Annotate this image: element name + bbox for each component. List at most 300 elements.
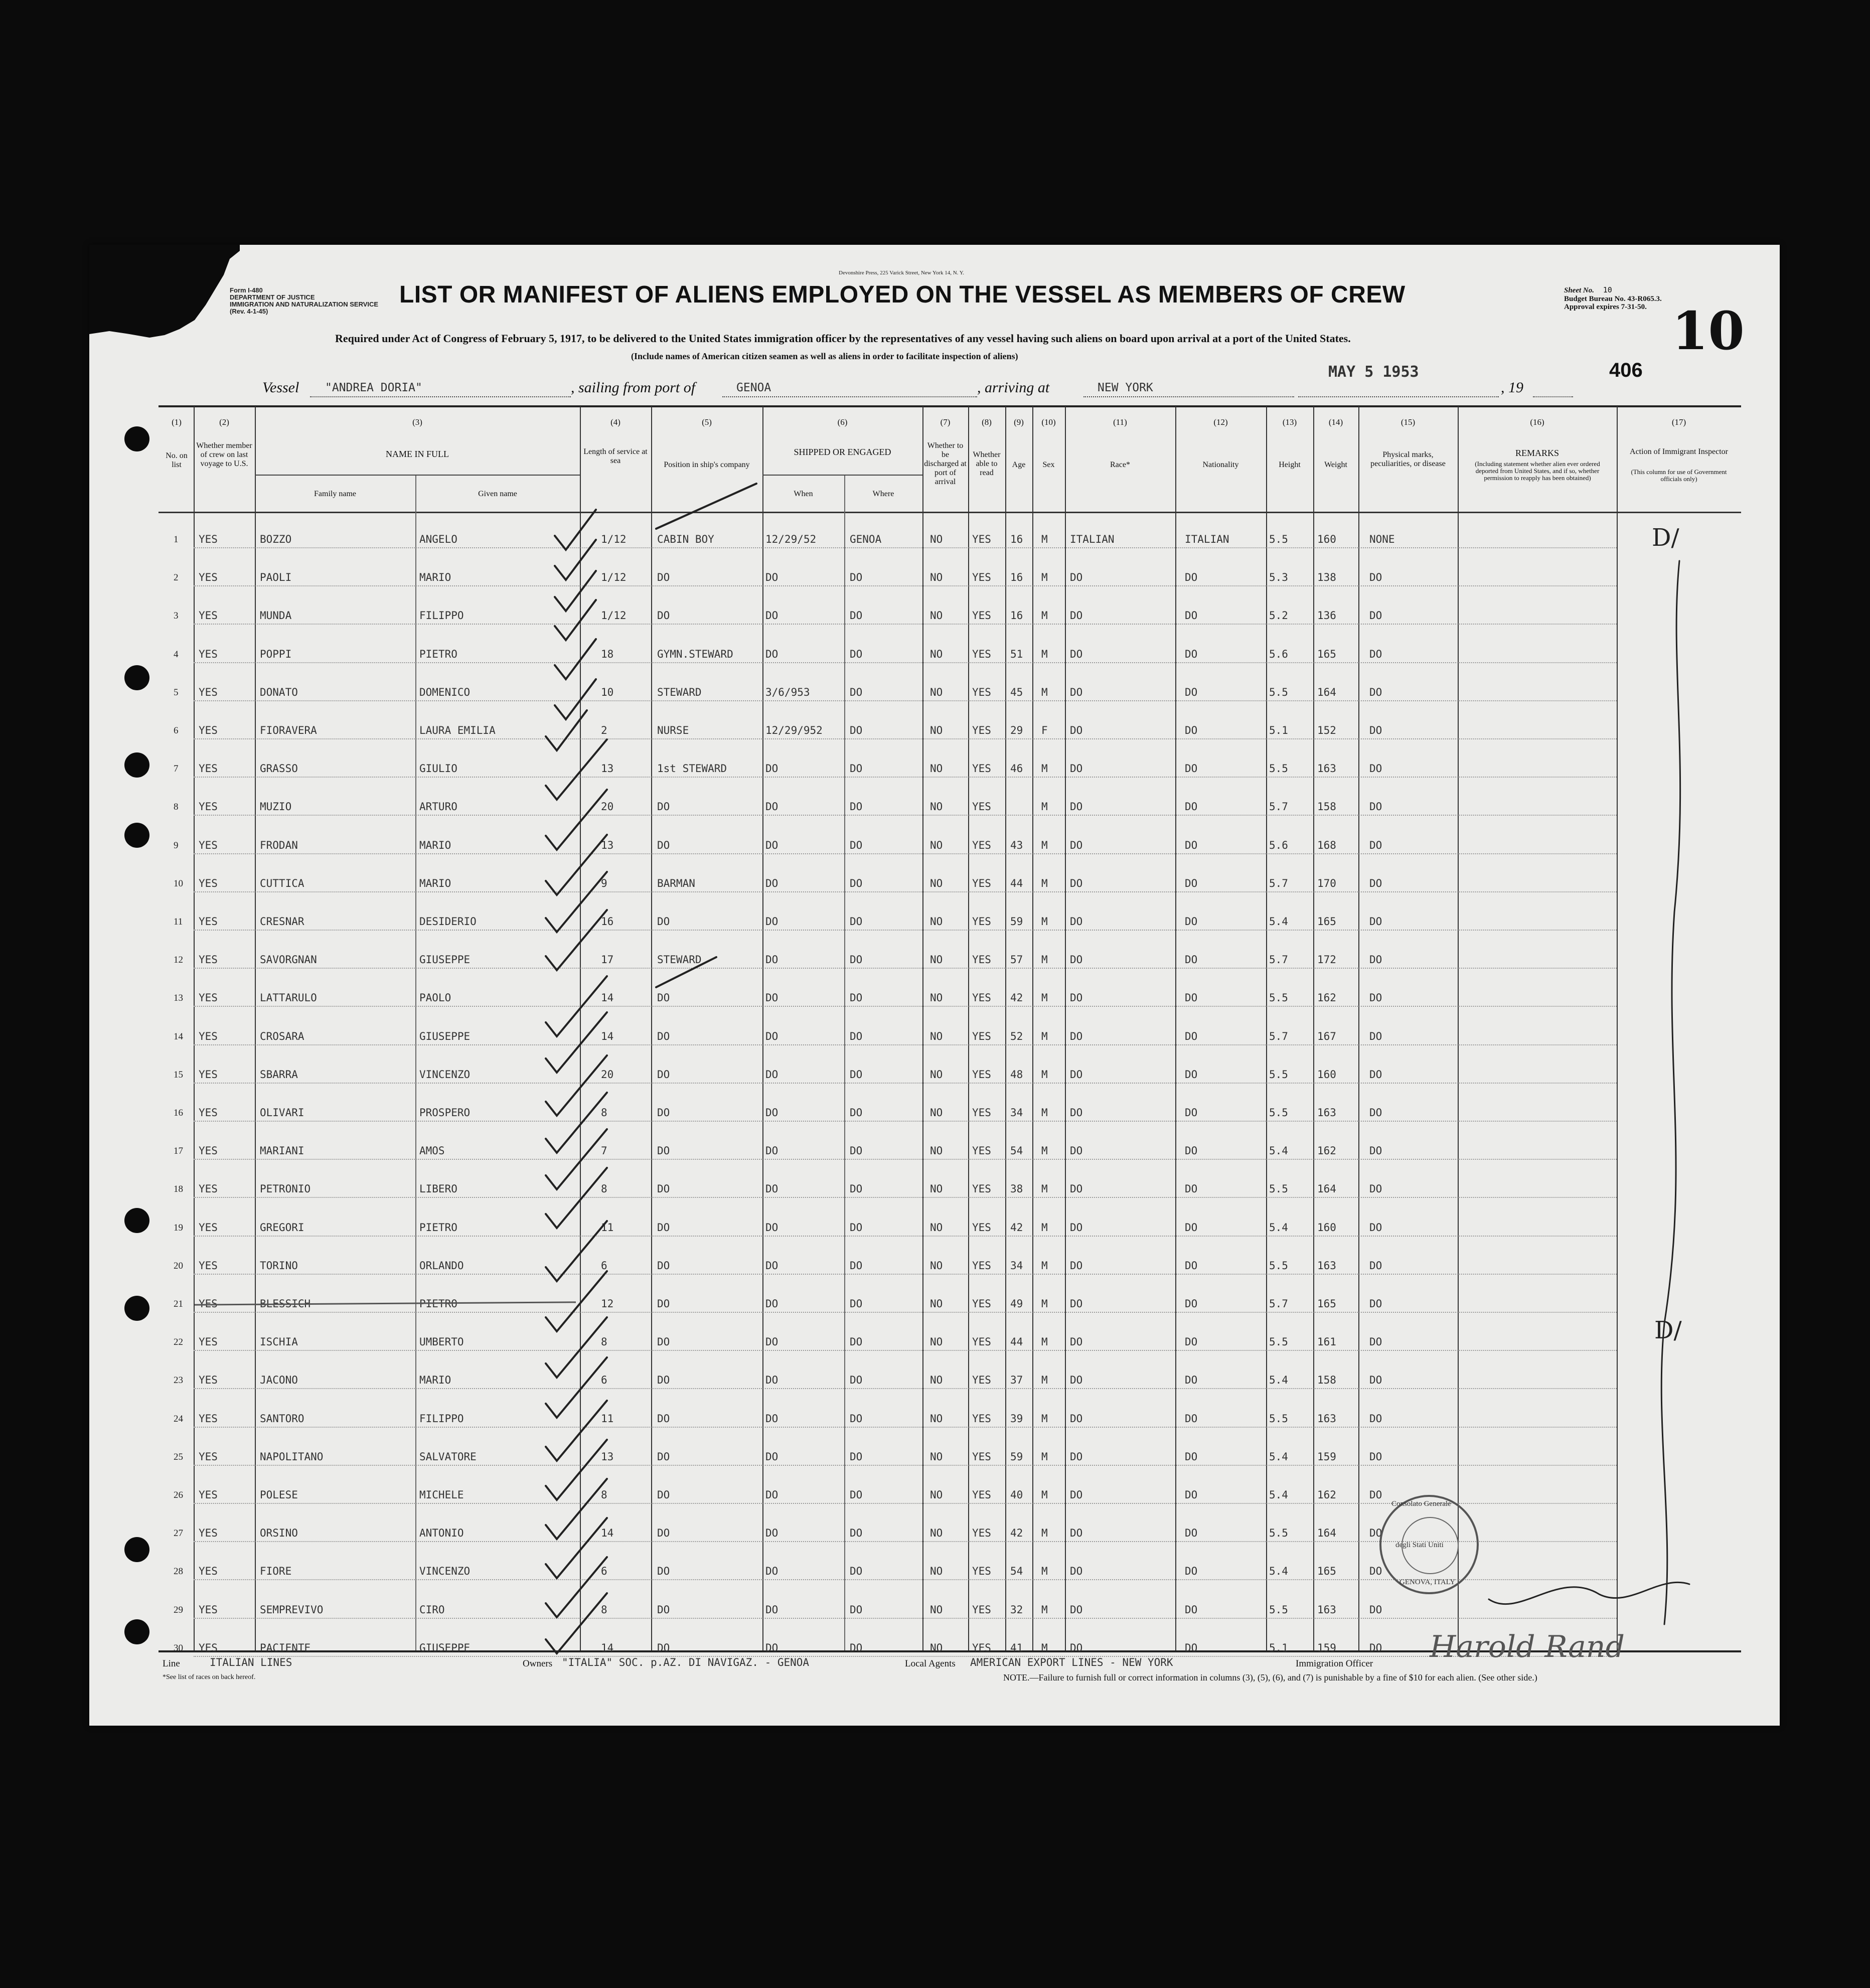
given-name-cell: GIUSEPPE — [419, 1642, 471, 1654]
marks-cell: NONE — [1369, 533, 1395, 545]
discharged-cell: NO — [930, 1221, 943, 1234]
family-name-cell: GRASSO — [260, 762, 298, 775]
row-rule — [194, 700, 1617, 701]
sex-cell: M — [1041, 1451, 1048, 1463]
height-cell: 5.4 — [1269, 1145, 1288, 1157]
weight-cell: 160 — [1317, 1068, 1336, 1081]
shipped-when-cell: DO — [765, 1107, 778, 1119]
discharged-cell: NO — [930, 1374, 943, 1386]
member-cell: YES — [199, 1413, 218, 1425]
col-header: Age — [1012, 461, 1026, 469]
shipped-where-cell: DO — [850, 1145, 863, 1157]
age-cell: 54 — [1010, 1565, 1023, 1577]
col-header: Whether member of crew on last voyage to U.S. — [196, 441, 252, 468]
height-cell: 5.7 — [1269, 801, 1288, 813]
shipped-where-cell: DO — [850, 724, 863, 736]
position-cell: DO — [657, 1145, 670, 1157]
col-header: Race* — [1110, 461, 1130, 469]
row-number: 18 — [174, 1184, 183, 1194]
family-name-cell: MUZIO — [260, 801, 292, 813]
discharged-cell: NO — [930, 1183, 943, 1195]
row-rule — [194, 930, 1617, 931]
inspector-note: (This column for use of Government officials only) — [1631, 468, 1727, 483]
row-number: 21 — [174, 1299, 183, 1309]
shipped-where-cell: DO — [850, 1604, 863, 1616]
col-header: Whether to be discharged at port of arrival — [924, 441, 967, 486]
position-cell: DO — [657, 1565, 670, 1577]
row-rule — [194, 1388, 1617, 1389]
age-cell: 52 — [1010, 1030, 1023, 1042]
discharged-cell: NO — [930, 1604, 943, 1616]
weight-cell: 162 — [1317, 1489, 1336, 1501]
given-name-cell: PAOLO — [419, 992, 451, 1004]
family-name-cell: SEMPREVIVO — [260, 1604, 324, 1616]
age-cell: 16 — [1010, 609, 1023, 622]
col-header: Length of service at sea — [583, 447, 648, 465]
race-cell: DO — [1070, 1068, 1083, 1081]
family-name-cell: NAPOLITANO — [260, 1451, 324, 1463]
row-rule — [194, 777, 1617, 778]
row-rule — [194, 1312, 1617, 1313]
shipped-when-cell: DO — [765, 1527, 778, 1539]
race-cell: DO — [1070, 1527, 1083, 1539]
nationality-cell: DO — [1185, 801, 1198, 813]
sex-cell: M — [1041, 533, 1048, 545]
given-name-header: Given name — [478, 490, 517, 498]
manifest-title: LIST OR MANIFEST OF ALIENS EMPLOYED ON THE VESSEL AS MEMBERS OF CREW — [399, 281, 1406, 308]
sex-cell: M — [1041, 648, 1048, 660]
row-rule — [194, 1197, 1617, 1198]
able-to-read-cell: YES — [972, 1107, 991, 1119]
sex-cell: F — [1041, 724, 1048, 736]
shipped-where-cell: DO — [850, 877, 863, 889]
shipped-where-cell: DO — [850, 1527, 863, 1539]
manifest-sheet — [89, 245, 1780, 1726]
height-cell: 5.7 — [1269, 877, 1288, 889]
able-to-read-cell: YES — [972, 686, 991, 698]
member-cell: YES — [199, 839, 218, 851]
discharged-cell: NO — [930, 1145, 943, 1157]
marks-cell: DO — [1369, 1374, 1382, 1386]
discharged-cell: NO — [930, 877, 943, 889]
service-cell: 13 — [601, 1451, 614, 1463]
service-cell: 6 — [601, 1260, 607, 1272]
stamp-text: GENOVA, ITALY — [1399, 1578, 1456, 1586]
row-rule — [194, 891, 1617, 892]
row-rule — [194, 1656, 1617, 1657]
member-cell: YES — [199, 915, 218, 928]
weight-cell: 158 — [1317, 801, 1336, 813]
budget-bureau: Budget Bureau No. 43-R065.3. — [1564, 295, 1662, 303]
handwritten-sheet-number: 10 — [1672, 300, 1745, 362]
marks-cell: DO — [1369, 609, 1382, 622]
punch-hole — [124, 1296, 149, 1321]
family-name-cell: PAOLI — [260, 571, 292, 583]
col-num: (10) — [1041, 417, 1056, 427]
marks-cell: DO — [1369, 571, 1382, 583]
printer-note: Devonshire Press, 225 Varick Street, New York 14, N. Y. — [839, 270, 965, 276]
able-to-read-cell: YES — [972, 801, 991, 813]
given-name-cell: DOMENICO — [419, 686, 471, 698]
age-cell: 42 — [1010, 992, 1023, 1004]
age-cell: 39 — [1010, 1413, 1023, 1425]
col-num: (13) — [1282, 417, 1297, 427]
marks-cell: DO — [1369, 1565, 1382, 1577]
race-cell: DO — [1070, 954, 1083, 966]
marks-cell: DO — [1369, 1413, 1382, 1425]
shipped-when-cell: DO — [765, 648, 778, 660]
shipped-where-cell: DO — [850, 1298, 863, 1310]
marks-cell: DO — [1369, 1642, 1382, 1654]
member-cell: YES — [199, 762, 218, 775]
shipped-when-cell: DO — [765, 609, 778, 622]
position-cell: DO — [657, 1183, 670, 1195]
shipped-where-cell: DO — [850, 686, 863, 698]
marks-cell: DO — [1369, 1298, 1382, 1310]
family-name-cell: LATTARULO — [260, 992, 317, 1004]
nationality-cell: DO — [1185, 877, 1198, 889]
row-number: 14 — [174, 1031, 183, 1042]
weight-cell: 160 — [1317, 533, 1336, 545]
shipped-when-cell: DO — [765, 801, 778, 813]
service-cell: 8 — [601, 1489, 607, 1501]
family-name-cell: PETRONIO — [260, 1183, 311, 1195]
service-cell: 7 — [601, 1145, 607, 1157]
shipped-when-cell: 3/6/953 — [765, 686, 810, 698]
sex-cell: M — [1041, 571, 1048, 583]
discharged-cell: NO — [930, 1489, 943, 1501]
col-num: (11) — [1113, 417, 1127, 427]
shipped-when-cell: DO — [765, 1413, 778, 1425]
family-name-cell: BOZZO — [260, 533, 292, 545]
discharged-cell: NO — [930, 992, 943, 1004]
member-cell: YES — [199, 533, 218, 545]
col-num: (8) — [982, 417, 992, 427]
height-cell: 5.4 — [1269, 915, 1288, 928]
row-number: 12 — [174, 955, 183, 965]
able-to-read-cell: YES — [972, 1068, 991, 1081]
row-rule — [194, 662, 1617, 663]
able-to-read-cell: YES — [972, 1642, 991, 1654]
marks-cell: DO — [1369, 839, 1382, 851]
able-to-read-cell: YES — [972, 571, 991, 583]
marks-cell: DO — [1369, 1030, 1382, 1042]
able-to-read-cell: YES — [972, 1336, 991, 1348]
able-to-read-cell: YES — [972, 1030, 991, 1042]
shipped-where-cell: DO — [850, 609, 863, 622]
marks-cell: DO — [1369, 1489, 1382, 1501]
marks-cell: DO — [1369, 1527, 1382, 1539]
nationality-cell: DO — [1185, 1030, 1198, 1042]
given-name-cell: DESIDERIO — [419, 915, 477, 928]
col-header: NAME IN FULL — [386, 449, 449, 459]
family-name-cell: POLESE — [260, 1489, 298, 1501]
weight-cell: 163 — [1317, 1260, 1336, 1272]
discharged-cell: NO — [930, 1336, 943, 1348]
position-cell: 1st STEWARD — [657, 762, 727, 775]
weight-cell: 136 — [1317, 609, 1336, 622]
service-cell: 18 — [601, 648, 614, 660]
shipped-when-cell: DO — [765, 954, 778, 966]
position-cell: DO — [657, 1604, 670, 1616]
family-name-cell: MUNDA — [260, 609, 292, 622]
position-cell: DO — [657, 1260, 670, 1272]
sheet-label — [1564, 286, 1612, 295]
col-num: (17) — [1671, 417, 1686, 427]
member-cell: YES — [199, 1107, 218, 1119]
weight-cell: 160 — [1317, 1221, 1336, 1234]
shipped-when-cell: DO — [765, 839, 778, 851]
marks-cell: DO — [1369, 915, 1382, 928]
family-name-cell: TORINO — [260, 1260, 298, 1272]
weight-cell: 170 — [1317, 877, 1336, 889]
col-header: Sex — [1042, 461, 1055, 469]
race-cell: DO — [1070, 1145, 1083, 1157]
arriving-port: NEW YORK — [1098, 381, 1153, 394]
family-name-cell: JACONO — [260, 1374, 298, 1386]
col-header: Action of Immigrant Inspector — [1630, 447, 1728, 456]
row-number: 4 — [174, 649, 179, 660]
position-cell: DO — [657, 1374, 670, 1386]
member-cell: YES — [199, 1068, 218, 1081]
member-cell: YES — [199, 954, 218, 966]
marks-cell: DO — [1369, 648, 1382, 660]
sex-cell: M — [1041, 1374, 1048, 1386]
given-name-cell: ANTONIO — [419, 1527, 464, 1539]
position-cell: DO — [657, 992, 670, 1004]
race-cell: DO — [1070, 839, 1083, 851]
able-to-read-cell: YES — [972, 1413, 991, 1425]
sex-cell: M — [1041, 1183, 1048, 1195]
row-number: 5 — [174, 687, 179, 698]
shipped-where-cell: DO — [850, 1489, 863, 1501]
nationality-cell: DO — [1185, 1374, 1198, 1386]
row-rule — [194, 1465, 1617, 1466]
age-cell: 32 — [1010, 1604, 1023, 1616]
member-cell: YES — [199, 1489, 218, 1501]
marks-cell: DO — [1369, 992, 1382, 1004]
position-cell: DO — [657, 571, 670, 583]
race-cell: DO — [1070, 1221, 1083, 1234]
shipped-when-cell: DO — [765, 762, 778, 775]
col-num: (4) — [610, 417, 620, 427]
member-cell: YES — [199, 992, 218, 1004]
race-cell: DO — [1070, 1565, 1083, 1577]
shipped-where-cell: DO — [850, 1451, 863, 1463]
punch-hole — [124, 1619, 149, 1644]
shipped-where-cell: DO — [850, 1374, 863, 1386]
race-cell: DO — [1070, 609, 1083, 622]
race-cell: DO — [1070, 1107, 1083, 1119]
shipped-where-cell: DO — [850, 915, 863, 928]
given-name-cell: GIUSEPPE — [419, 1030, 471, 1042]
sex-cell: M — [1041, 801, 1048, 813]
shipped-where-cell: DO — [850, 1221, 863, 1234]
position-cell: DO — [657, 1489, 670, 1501]
discharged-cell: NO — [930, 724, 943, 736]
marks-cell: DO — [1369, 1604, 1382, 1616]
position-cell: STEWARD — [657, 686, 702, 698]
year-label: , 19 — [1501, 379, 1523, 396]
service-cell: 9 — [601, 877, 607, 889]
able-to-read-cell: YES — [972, 915, 991, 928]
requirement-text: Required under Act of Congress of February 5, 1917, to be delivered to the United States immigration officer by the representatives of any vessel having such aliens on board upon arrival at a port of the United States. — [335, 332, 1351, 345]
marks-cell: DO — [1369, 1145, 1382, 1157]
row-number: 30 — [174, 1643, 183, 1653]
nationality-cell: DO — [1185, 1565, 1198, 1577]
age-cell: 42 — [1010, 1221, 1023, 1234]
member-cell: YES — [199, 1642, 218, 1654]
shipped-where-cell: DO — [850, 1107, 863, 1119]
position-cell: DO — [657, 915, 670, 928]
nationality-cell: DO — [1185, 1527, 1198, 1539]
row-number: 27 — [174, 1528, 183, 1539]
marks-cell: DO — [1369, 877, 1382, 889]
able-to-read-cell: YES — [972, 609, 991, 622]
given-name-cell: MICHELE — [419, 1489, 464, 1501]
row-number: 24 — [174, 1414, 183, 1424]
family-name-cell: ISCHIA — [260, 1336, 298, 1348]
position-cell: DO — [657, 1030, 670, 1042]
weight-cell: 163 — [1317, 762, 1336, 775]
member-cell: YES — [199, 1260, 218, 1272]
shipped-where-cell: DO — [850, 1565, 863, 1577]
col-header: Height — [1279, 461, 1301, 469]
row-rule — [194, 585, 1617, 586]
service-cell: 11 — [601, 1413, 614, 1425]
nationality-cell: DO — [1185, 954, 1198, 966]
row-rule — [194, 547, 1617, 548]
nationality-cell: DO — [1185, 1604, 1198, 1616]
row-number: 13 — [174, 993, 183, 1003]
discharged-cell: NO — [930, 1030, 943, 1042]
shipped-when-cell: DO — [765, 1642, 778, 1654]
shipped-where-cell: DO — [850, 1068, 863, 1081]
shipped-when-cell: DO — [765, 1489, 778, 1501]
sex-cell: M — [1041, 1565, 1048, 1577]
discharged-cell: NO — [930, 609, 943, 622]
given-name-cell: PIETRO — [419, 648, 457, 660]
age-cell: 57 — [1010, 954, 1023, 966]
marks-cell: DO — [1369, 954, 1382, 966]
service-cell: 8 — [601, 1183, 607, 1195]
shipped-when-cell: DO — [765, 1336, 778, 1348]
punch-hole — [124, 665, 149, 690]
position-cell: DO — [657, 1413, 670, 1425]
race-cell: DO — [1070, 1298, 1083, 1310]
discharged-cell: NO — [930, 1298, 943, 1310]
race-cell: DO — [1070, 571, 1083, 583]
age-cell: 54 — [1010, 1145, 1023, 1157]
position-cell: DO — [657, 609, 670, 622]
discharged-cell: NO — [930, 839, 943, 851]
row-rule — [194, 1006, 1617, 1007]
service-cell: 1/12 — [601, 571, 627, 583]
shipped-where-cell: DO — [850, 1030, 863, 1042]
arriving-label: , arriving at — [977, 379, 1050, 396]
col-header: No. on list — [166, 451, 188, 469]
col-header: Physical marks, peculiarities, or disease — [1370, 450, 1446, 468]
age-cell: 37 — [1010, 1374, 1023, 1386]
service-cell: 10 — [601, 686, 614, 698]
race-cell: DO — [1070, 1260, 1083, 1272]
approval-note: Approval expires 7-31-50. — [1564, 303, 1647, 311]
able-to-read-cell: YES — [972, 724, 991, 736]
sailing-port: GENOA — [736, 381, 771, 394]
sex-cell: M — [1041, 839, 1048, 851]
family-name-cell: ORSINO — [260, 1527, 298, 1539]
punch-hole — [124, 1208, 149, 1233]
given-name-cell: FILIPPO — [419, 609, 464, 622]
sex-cell: M — [1041, 1642, 1048, 1654]
col-num: (6) — [837, 417, 848, 427]
able-to-read-cell: YES — [972, 992, 991, 1004]
row-rule — [194, 1274, 1617, 1275]
nationality-cell: DO — [1185, 839, 1198, 851]
discharged-cell: NO — [930, 915, 943, 928]
weight-cell: 164 — [1317, 686, 1336, 698]
row-number: 19 — [174, 1222, 183, 1233]
member-cell: YES — [199, 1030, 218, 1042]
position-cell: DO — [657, 1451, 670, 1463]
member-cell: YES — [199, 1336, 218, 1348]
age-cell: 44 — [1010, 1336, 1023, 1348]
sex-cell: M — [1041, 1068, 1048, 1081]
sex-cell: M — [1041, 1527, 1048, 1539]
sex-cell: M — [1041, 1030, 1048, 1042]
member-cell: YES — [199, 571, 218, 583]
member-cell: YES — [199, 609, 218, 622]
discharged-cell: NO — [930, 954, 943, 966]
given-name-cell: PIETRO — [419, 1298, 457, 1310]
weight-cell: 165 — [1317, 648, 1336, 660]
able-to-read-cell: YES — [972, 877, 991, 889]
weight-cell: 163 — [1317, 1107, 1336, 1119]
include-note: (Include names of American citizen seamen as well as aliens in order to facilitate inspection of aliens) — [631, 351, 1018, 361]
shipped-when-cell: DO — [765, 1260, 778, 1272]
form-line: IMMIGRATION AND NATURALIZATION SERVICE — [230, 300, 379, 308]
col-num: (16) — [1530, 417, 1544, 427]
sex-cell: M — [1041, 1221, 1048, 1234]
nationality-cell: DO — [1185, 648, 1198, 660]
member-cell: YES — [199, 1527, 218, 1539]
sex-cell: M — [1041, 1145, 1048, 1157]
race-cell: DO — [1070, 1183, 1083, 1195]
marks-cell: DO — [1369, 801, 1382, 813]
when-header: When — [794, 490, 813, 498]
position-cell: STEWARD — [657, 954, 702, 966]
age-cell: 48 — [1010, 1068, 1023, 1081]
race-cell: DO — [1070, 686, 1083, 698]
member-cell: YES — [199, 1451, 218, 1463]
family-name-cell: CROSARA — [260, 1030, 304, 1042]
marks-cell: DO — [1369, 762, 1382, 775]
service-cell: 20 — [601, 1068, 614, 1081]
page-number: 406 — [1609, 359, 1643, 381]
race-cell: DO — [1070, 1489, 1083, 1501]
height-cell: 5.5 — [1269, 1336, 1288, 1348]
nationality-cell: DO — [1185, 1068, 1198, 1081]
height-cell: 5.5 — [1269, 1068, 1288, 1081]
age-cell: 43 — [1010, 839, 1023, 851]
sex-cell: M — [1041, 877, 1048, 889]
given-name-cell: MARIO — [419, 877, 451, 889]
col-num: (5) — [702, 417, 712, 427]
line-value: ITALIAN LINES — [210, 1656, 292, 1668]
service-cell: 1/12 — [601, 609, 627, 622]
shipped-when-cell: 12/29/52 — [765, 533, 817, 545]
height-cell: 5.2 — [1269, 609, 1288, 622]
